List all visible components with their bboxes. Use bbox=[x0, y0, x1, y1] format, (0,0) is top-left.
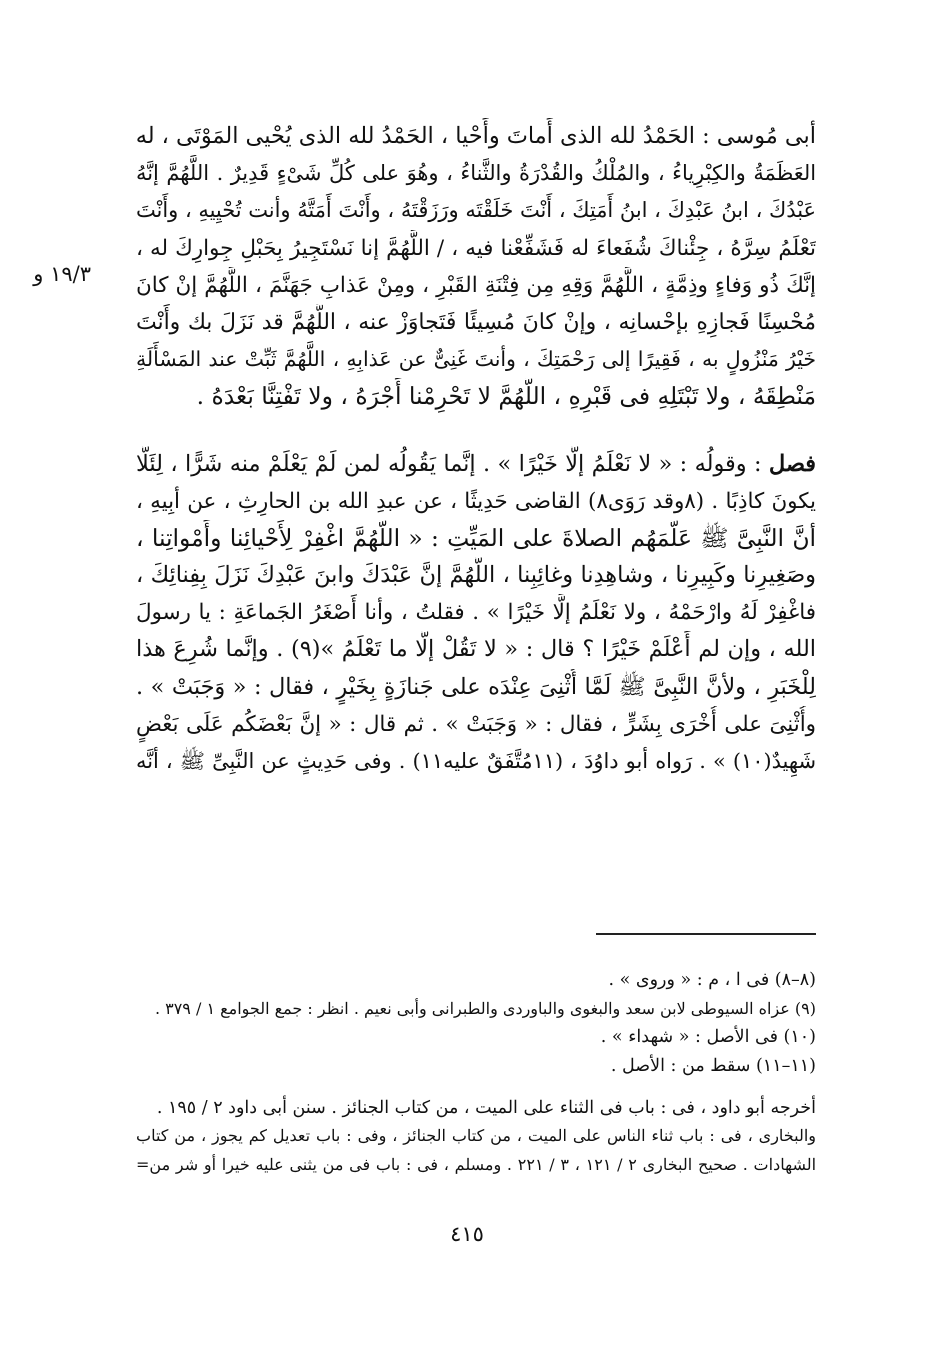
text-line: إنَّكَ ذُو وَفاءٍ وذِمَّةٍ ، اللَّهُمَّ وَقِهِ مِن فِتْنَةِ القَبْرِ ، ومِنْ عَذابِ جَهَنَّمَ ، اللَّهُمَّ إنْ كانَ bbox=[136, 272, 816, 298]
text-line: أبى مُوسى : الحَمْدُ لله الذى أَماتَ وأَحْيا ، الحَمْدُ لله الذى يُحْيى المَوْتَى ، له bbox=[136, 123, 816, 149]
text-line: مُحْسِنًا فَجازِهِ بإحْسانِه ، وإنْ كانَ مُسِيئًا فَتَجاوَزْ عنه ، اللَّهُمَّ قد نَزَلَ بك وأَنْتَ bbox=[136, 309, 816, 335]
reference-line: الشهادات . صحيح البخارى ٢ / ١٢١ ، ٣ / ٢٢١ . ومسلم ، فى : باب فى من يثنى عليه خيرا أو شر من= bbox=[136, 1155, 816, 1175]
text-line: لِلْخَبَرِ ، ولأنَّ النَّبِىَّ ﷺ لَمَّا أُثْنِىَ عِنْدَه على جَنازَةٍ بِخَيْرٍ ، فقال : « وَجَبَتْ » . bbox=[136, 673, 816, 700]
text-line: وأُثْنِىَ على أُخْرَى بِشَرٍّ ، فقال : « وَجَبَتْ » . ثم قال : « إنَّ بَعْضَكُم عَلَى بَعْضٍ bbox=[136, 711, 816, 737]
text-line: مَنْطِقَهُ ، ولا تَبْتَلِهِ فى قَبْرِهِ ، اللَّهُمَّ لا تَحْرِمْنا أَجْرَهُ ، ولا تَفْتِنَّا بَعْدَهُ . bbox=[196, 382, 816, 411]
text-line: الله ، وإن لم أَعْلَمْ خَيْرًا ؟ قال : « لا تَقُلْ إلَّا ما تَعْلَمُ »(٩) . وإنَّما شُرِعَ هذا bbox=[136, 636, 816, 663]
reference-line: أخرجه أبو داود ، فى : باب فى الثناء على الميت ، من كتاب الجنائز . سنن أبى داود ٢ / ١٩٥ . bbox=[156, 1097, 816, 1118]
footnote: (١٠) فى الأصل : « شهداء » . bbox=[600, 1027, 816, 1048]
text-line: شَهِيدٌ(١٠) » . رَواه أبو داوُدَ ، (١١مُتَّفَقٌ عليه١١) . وفى حَدِيثٍ عن النَّبِىِّ ﷺ ، أنَّه bbox=[136, 749, 816, 773]
section-term: فصل bbox=[768, 450, 816, 477]
footnote-gap bbox=[136, 1081, 816, 1094]
text-line: عَبْدُكَ ، ابنُ عَبْدِكَ ، ابنُ أَمَتِكَ ، أَنْتَ خَلَقْتَه ورَزَقْتَهُ ، وأَنْتَ أَمَتَّهُ وأنت تُحْيِيهِ ، وأَنْتَ bbox=[136, 198, 816, 223]
main-text bbox=[136, 118, 816, 780]
footnote: (١١–١١) سقط من : الأصل . bbox=[610, 1056, 816, 1077]
text-line: العَظَمَةُ والكِبْرِياءُ ، والمُلْكُ والقُدْرَةُ والثَّناءُ ، وهُوَ على كُلِّ شَىْءٍ قَدِيرٌ . اللَّهُمَّ إنَّهُ bbox=[136, 161, 816, 186]
page-number: ٤١٥ bbox=[450, 1222, 484, 1246]
reference-line: والبخارى ، فى : باب ثناء الناس على الميت ، من كتاب الجنائز ، وفى : باب تعديل كم يجوز ، من كتاب bbox=[136, 1126, 816, 1146]
text-line: فاغْفِرْ لَهُ وارْحَمْهُ ، ولا نَعْلَمُ إلَّا خَيْرًا » . فقلتُ ، وأنا أَصْغَرُ الجَماعَةِ : يا رسولَ bbox=[136, 600, 816, 626]
text-line: تَعْلَمُ سِرَّهُ ، جِئْناكَ شُفَعاءَ له فَشَفِّعْنا فيه ، / اللَّهُمَّ إنا نَسْتَجِيرُ بِحَبْلِ جِوارِكَ له ، bbox=[136, 235, 816, 261]
paragraph-gap bbox=[136, 416, 816, 446]
footnote: (٨–٨) فى ا ، م : « وروى » . bbox=[608, 970, 816, 990]
text-line: وصَغِيرِنا وكَبِيرِنا ، وشاهِدِنا وغائِبِنا ، اللَّهُمَّ إنَّ عَبْدَكَ وابنَ عَبْدِكَ نَزَلَ بِفِنائِكَ ، bbox=[136, 562, 816, 589]
text-line: أنَّ النَّبِىَّ ﷺ عَلَّمَهُم الصلاةَ على المَيِّتِ : « اللَّهُمَّ اغْفِرْ لِأَحْيائِنا وأَمْواتِنا ، bbox=[136, 523, 816, 552]
footnote-separator bbox=[596, 933, 816, 935]
margin-folio-note: ١٩/٣ و bbox=[33, 262, 91, 286]
text-run: : وقولُه : « لا نَعْلَمُ إلَّا خَيْرًا » . إنَّما يَقُولُه لمن لَمْ يَعْلَمْ منه شَرًّا ، لِئَلَّا bbox=[136, 450, 769, 477]
footnotes bbox=[136, 966, 816, 1180]
footnote: (٩) عزاه السيوطى لابن سعد والبغوى والباوردى والطبرانى وأبى نعيم . انظر : جمع الجوامع ١ / ٣٧٩ . bbox=[154, 998, 816, 1018]
text-line-with-heading bbox=[136, 446, 816, 483]
text-line: خَيْرُ مَنْزُولٍ به ، فَقِيرًا إلى رَحْمَتِكَ ، وأنتَ غَنِىٌّ عن عَذابِهِ ، اللَّهُمَّ ثَبِّتْ عند المَسْأَلَةِ bbox=[136, 347, 816, 372]
text-line: يكونَ كاذِبًا . (٨وقد رَوَى٨) القاضى حَدِيثًا ، عن عبدِ الله بن الحارِثِ ، عن أبِيهِ ، bbox=[136, 488, 816, 514]
